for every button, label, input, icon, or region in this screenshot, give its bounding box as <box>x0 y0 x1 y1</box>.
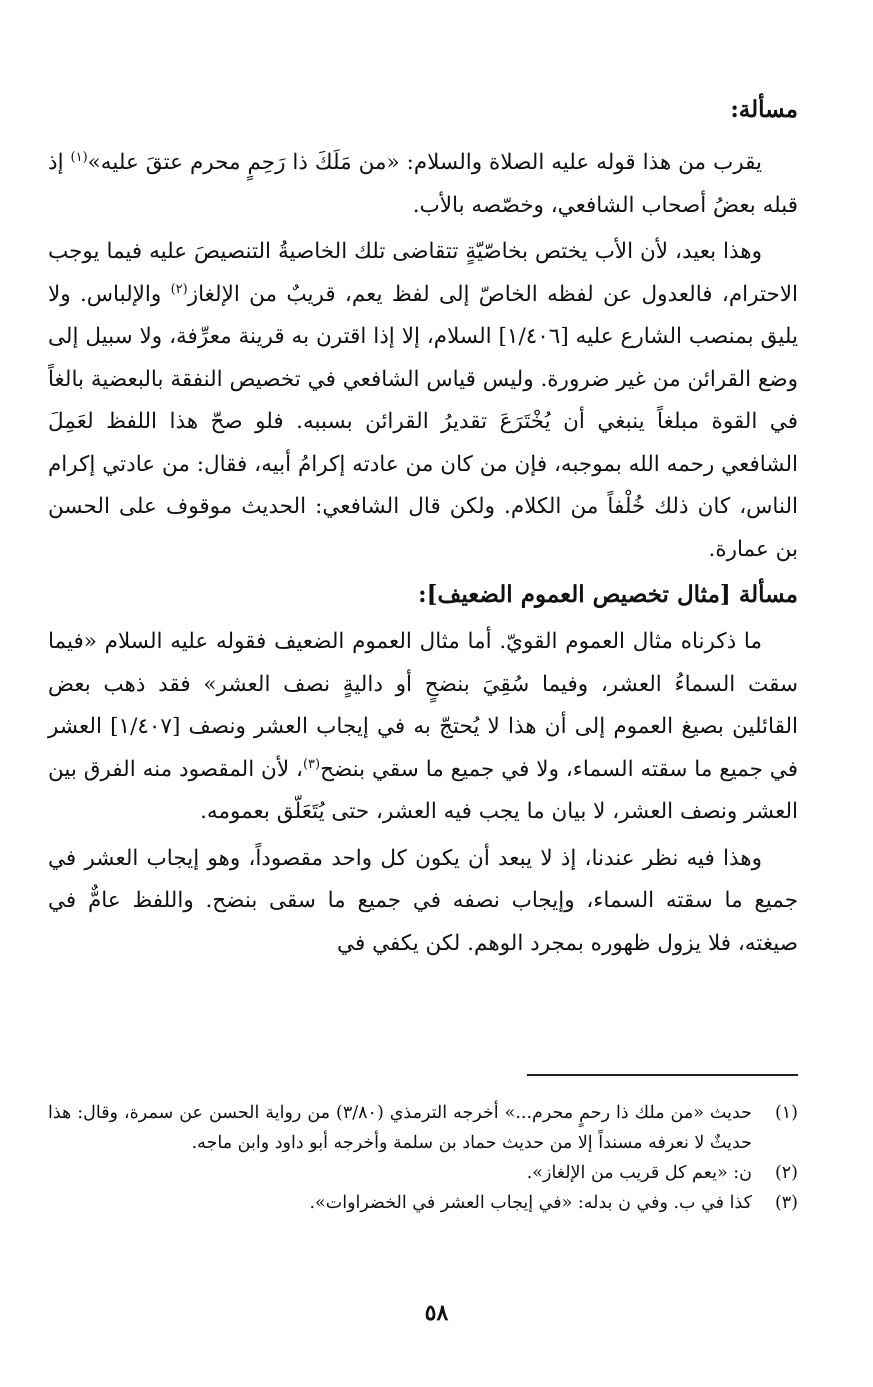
footnote-text: كذا في ب. وفي ن بدله: «في إيجاب العشر في الخضراوات». <box>309 1193 752 1213</box>
section-heading: مسألة: <box>730 96 798 123</box>
paragraph-2-text-a: وهذا بعيد، لأن الأب يختص بخاصّيّةٍ تتقاضى تلك الخاصيةُ التنصيصَ عليه فيما يوجب الاحترام، فالعدول عن لفظه الخاصّ إلى لفظ يعم، قريبٌ من الإلغاز <box>48 239 798 307</box>
footnote-item <box>48 1098 798 1158</box>
footnote-text: حديث «من ملك ذا رحمٍ محرم...» أخرجه الترمذي (٣/٨٠) من رواية الحسن عن سمرة، وقال: هذا حديثٌ لا نعرفه مسنداً إلا من حديث حماد بن سلمة وأخرجه أبو داود وابن ماجه. <box>48 1103 752 1153</box>
footnotes <box>48 1098 798 1218</box>
footnote-ref-2: (٢) <box>170 281 188 297</box>
footnote-number: (١) <box>774 1103 798 1123</box>
paragraph-1-text: يقرب من هذا قوله عليه الصلاة والسلام: «من مَلَكَ ذا رَحِمٍ محرم عتقَ عليه» <box>87 150 762 175</box>
footnote-item <box>48 1188 798 1218</box>
paragraph-4: وهذا فيه نظر عندنا، إذ لا يبعد أن يكون كل واحد مقصوداً، وهو إيجاب العشر في جميع ما سقته السماء، وإيجاب نصفه في جميع ما سقى بنضح. واللفظ عامٌّ في صيغته، فلا يزول ظهوره بمجرد الوهم. لكن يكفي في <box>48 845 798 956</box>
paragraph-1-end: إذ قبله بعضُ أصحاب الشافعي، وخصّصه بالأب. <box>48 150 798 218</box>
footnote-text: ن: «يعم كل قريب من الإلغاز». <box>526 1163 752 1183</box>
footnote-ref-1: (١) <box>70 149 88 165</box>
paragraph-3-text-a: ما ذكرناه مثال العموم القويّ. أما مثال العموم الضعيف فقوله عليه السلام «فيما سقت السماءُ العشر، وفيما سُقِيَ بنضحٍ أو داليةٍ نصف العشر» فقد ذهب بعض القائلين بصيغ العموم إلى أن هذا لا يُحتجّ به في إيجاب العشر ونصف [١/٤٠٧] العشر في جميع ما سقته السماء، ولا في جميع ما سقي بنضح <box>48 629 798 782</box>
footnote-number: (٣) <box>774 1193 798 1213</box>
paragraph-2-text-b: والإلباس. ولا يليق بمنصب الشارع عليه [١/٤٠٦] السلام، إلا إذا اقترن به قرينة معرِّفة، ولا سبيل إلى وضع القرائن من غير ضرورة. وليس قياس الشافعي في تخصيص النفقة بالبعضية بالغاً في القوة مبلغاً ينبغي أن يُخْتَرَعَ تقديرُ القرائن بسببه. فلو صحّ هذا اللفظ لعَمِلَ الشافعي رحمه الله بموجبه، فإن من كان من عادته إكرامُ أبيه، فقال: من عادتي إكرام الناس، كان ذلك خُلْفاً من الكلام. ولكن قال الشافعي: الحديث موقوف على الحسن بن عمارة. <box>48 281 798 562</box>
paragraph-1 <box>48 142 798 227</box>
paragraph-2 <box>48 231 798 571</box>
footnote-ref-3: (٣) <box>302 756 321 772</box>
paragraph-3 <box>48 621 798 834</box>
footnote-divider <box>527 1074 798 1076</box>
footnote-number: (٢) <box>774 1163 798 1183</box>
main-text <box>48 88 798 969</box>
paragraph-3-text-b: ، لأن المقصود منه الفرق بين العشر ونصف العشر، لا بيان ما يجب فيه العشر، حتى يُتَعَلّق بعمومه. <box>48 756 798 824</box>
page-number: ٥٨ <box>424 1300 449 1326</box>
section-heading-2: مسألة [مثال تخصيص العموم الضعيف]: <box>418 581 798 608</box>
footnote-item <box>48 1158 798 1188</box>
